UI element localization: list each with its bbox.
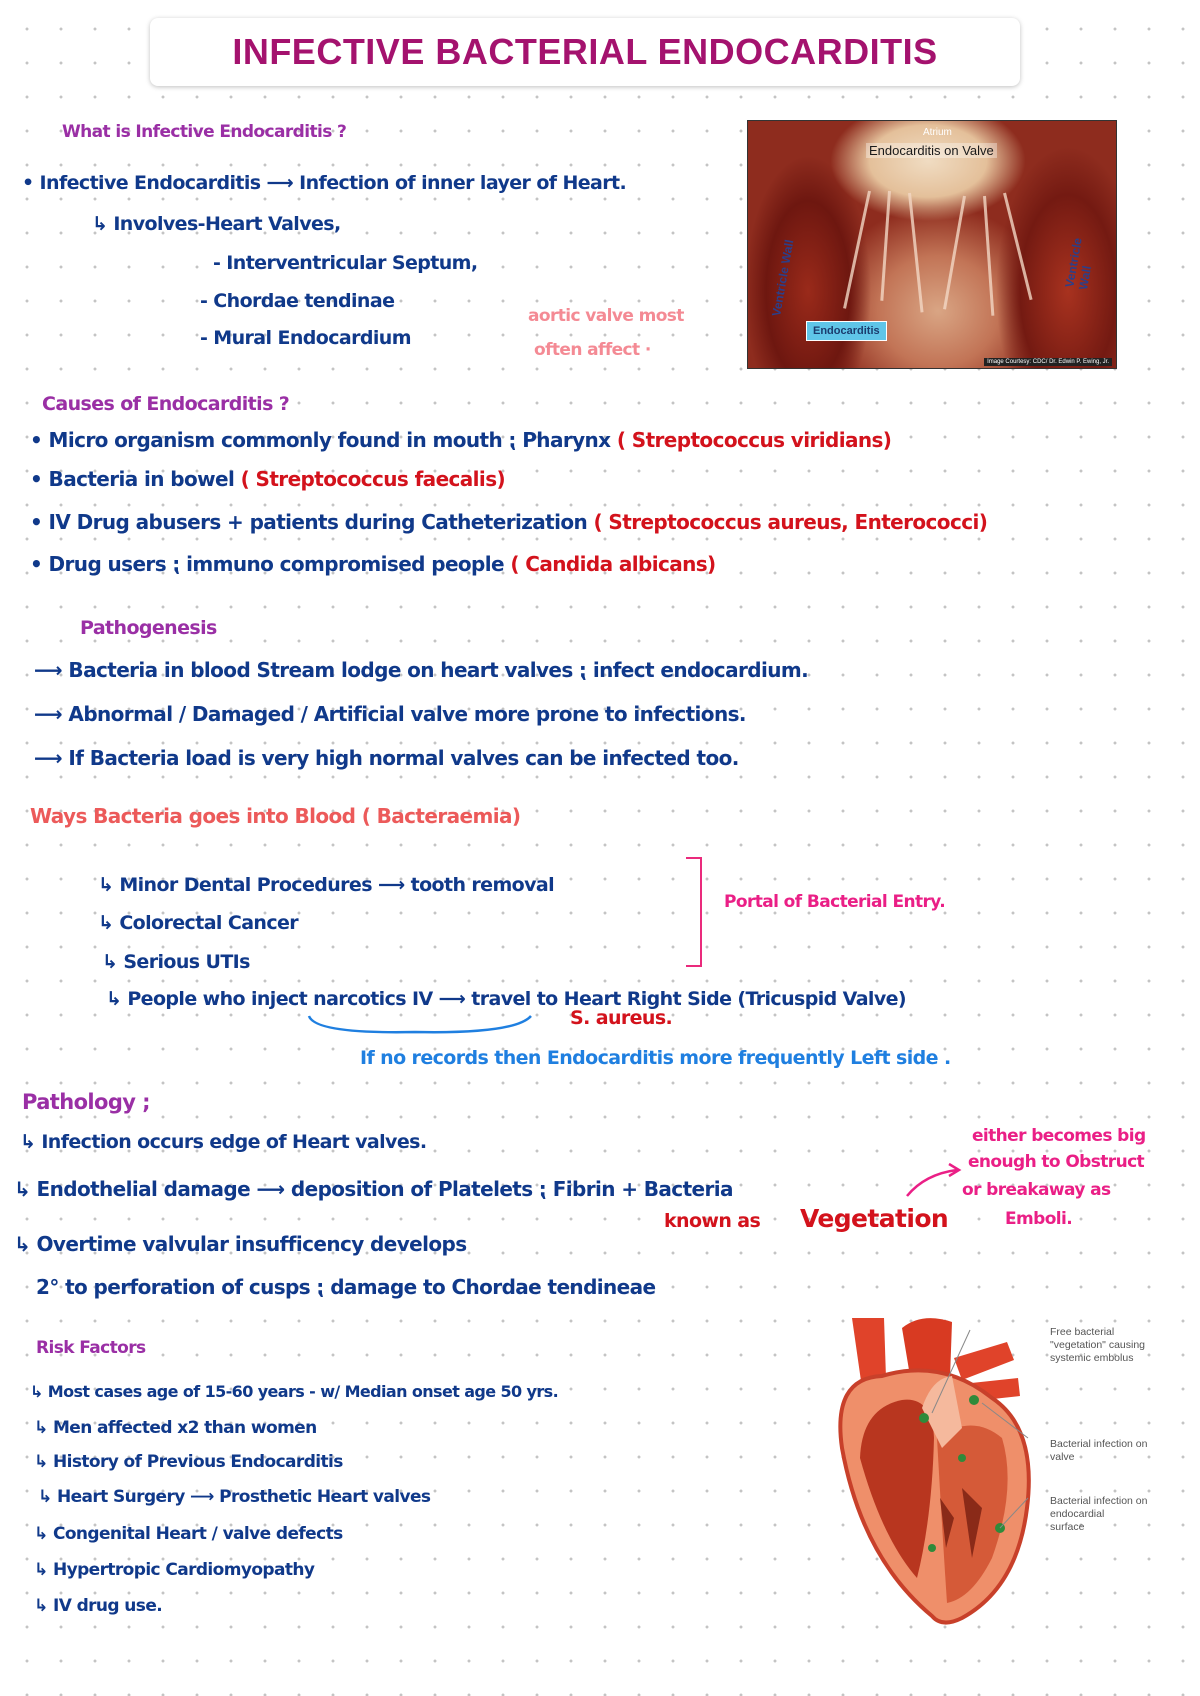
pathogenesis-item: ⟶ Bacteria in blood Stream lodge on heart valves ⁏ infect endocardium. [34,658,809,682]
risk-item: ↳ IV drug use. [34,1596,163,1616]
photo-label-endocarditis-on-valve: Endocarditis on Valve [866,143,997,158]
page-title: INFECTIVE BACTERIAL ENDOCARDITIS [232,31,938,72]
risk-item: ↳ Most cases age of 15-60 years - w/ Median onset age 50 yrs. [30,1382,559,1401]
ways-item: ↳ Colorectal Cancer [98,912,299,934]
aortic-note: often affect · [534,340,651,360]
cause-item: • Drug users ⁏ immuno compromised people ( Candida albicans) [30,552,716,576]
diagram-label-vegetation: Free bacterial "vegetation" causing systemic embolus [1050,1326,1146,1364]
intro-involves: ↳ Involves-Heart Valves, [92,213,341,235]
intro-list-item: - Mural Endocardium [200,327,411,349]
left-side-note: If no records then Endocarditis more frequently Left side . [360,1047,951,1069]
photo-label-ventricle-wall-right: Ventricle Wall [1062,236,1095,291]
vegetation-label: Vegetation [800,1204,949,1233]
heart-diagram [822,1318,1052,1630]
ways-item: ↳ Minor Dental Procedures ⟶ tooth removal [98,874,555,896]
endocarditis-photo [747,120,1117,369]
pathology-heading: Pathology ; [22,1090,150,1114]
photo-label-atrium: Atrium [923,127,952,138]
photo-endocarditis-box: Endocarditis [806,321,887,341]
emboli-note: enough to Obstruct [968,1152,1145,1172]
pathogenesis-item: ⟶ If Bacteria load is very high normal valves can be infected too. [34,746,739,770]
photo-courtesy: Image Courtesy: CDC/ Dr. Edwin P. Ewing, Jr. [984,358,1112,366]
cause-item: • IV Drug abusers + patients during Catheterization ( Streptococcus aureus, Enterococci) [30,510,988,534]
ways-heading: Ways Bacteria goes into Blood ( Bacteraemia) [30,804,521,828]
ways-item: ↳ Serious UTIs [102,951,250,973]
risk-item: ↳ Congenital Heart / valve defects [34,1524,343,1544]
vegetation-arrow [905,1160,965,1200]
diagram-label-valve: Bacterial infection on valve [1050,1438,1148,1463]
ways-bracket [686,857,702,967]
known-as: known as [664,1210,761,1232]
ways-item: ↳ People who inject narcotics IV ⟶ travel to Heart Right Side (Tricuspid Valve) [106,988,907,1010]
causes-heading: Causes of Endocarditis ? [42,393,290,415]
risk-item: ↳ Hypertropic Cardiomyopathy [34,1560,315,1580]
risk-item: ↳ Men affected x2 than women [34,1418,317,1438]
emboli-note: either becomes big [972,1126,1146,1146]
portal-note: Portal of Bacterial Entry. [724,892,946,912]
pathology-item: ↳ Endothelial damage ⟶ deposition of Platelets ⁏ Fibrin + Bacteria [14,1177,733,1201]
pathology-item: ↳ Overtime valvular insufficency develops [14,1232,467,1256]
intro-list-item: - Chordae tendinae [200,290,395,312]
pathogenesis-item: ⟶ Abnormal / Damaged / Artificial valve more prone to infections. [34,702,746,726]
intro-definition: • Infective Endocarditis ⟶ Infection of inner layer of Heart. [22,172,627,194]
emboli-note: Emboli. [1005,1209,1073,1229]
cause-item: • Micro organism commonly found in mouth ⁏ Pharynx ( Streptococcus viridians) [30,428,892,452]
intro-list-item: - Interventricular Septum, [213,252,478,274]
photo-label-ventricle-wall-left: Ventricle Wall [769,238,797,318]
aortic-note: aortic valve most [528,306,684,326]
cause-item: • Bacteria in bowel ( Streptococcus faecalis) [30,467,506,491]
s-aureus-note: S. aureus. [570,1007,673,1029]
title-box [150,18,1020,86]
pathology-item: 2° to perforation of cusps ⁏ damage to Chordae tendineae [36,1275,656,1299]
risk-item: ↳ History of Previous Endocarditis [34,1452,343,1472]
risk-heading: Risk Factors [36,1338,146,1358]
pathogenesis-heading: Pathogenesis [80,617,217,639]
emboli-note: or breakaway as [962,1180,1111,1200]
intro-question: What is Infective Endocarditis ? [62,122,347,142]
diagram-label-endocardial: Bacterial infection on endocardial surface [1050,1495,1148,1533]
risk-item: ↳ Heart Surgery ⟶ Prosthetic Heart valves [38,1487,431,1507]
pathology-item: ↳ Infection occurs edge of Heart valves. [20,1131,427,1153]
underline-bracket [305,1012,537,1042]
